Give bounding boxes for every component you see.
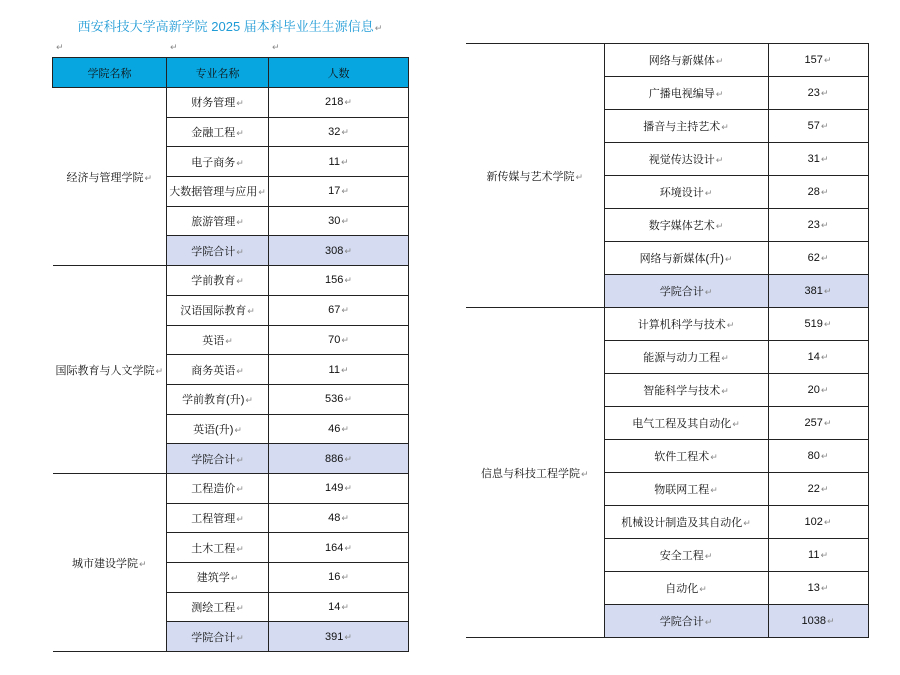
left-table: [52, 57, 409, 652]
major-name-cell-text: 数字媒体艺术: [648, 220, 715, 232]
major-name-cell: [167, 533, 269, 563]
major-name-cell: [604, 77, 768, 110]
count-cell: [768, 506, 868, 539]
major-name-cell-text: 计算机科学与技术: [637, 319, 726, 331]
major-name-cell: [604, 539, 768, 572]
count-cell: [269, 206, 409, 236]
paragraph-mark-icon: ↵: [341, 334, 349, 345]
count-cell-text: 257: [804, 417, 823, 429]
table-header-row: [53, 58, 409, 88]
paragraph-mark-icon: ↵: [721, 353, 729, 363]
major-name-cell: [604, 374, 768, 407]
major-name-cell: [167, 325, 269, 355]
paragraph-mark-icon: ↵: [699, 584, 707, 594]
count-cell-text: 48: [328, 511, 341, 524]
paragraph-mark-icon: ↵: [236, 513, 244, 524]
college-name-cell-text: 新传媒与艺术学院: [486, 170, 575, 183]
count-cell: [269, 503, 409, 533]
count-cell-text: 536: [325, 393, 344, 406]
major-name-cell-text: 土木工程: [191, 542, 236, 555]
paragraph-mark-icon: ↵: [236, 454, 244, 465]
total-count-cell-text: 391: [325, 630, 344, 643]
paragraph-mark-icon: ↵: [341, 512, 349, 523]
paragraph-mark-icon: ↵: [820, 385, 829, 395]
count-cell: [768, 209, 868, 242]
paragraph-mark-icon: ↵: [715, 221, 724, 231]
paragraph-mark-icon: ↵: [155, 365, 164, 376]
paragraph-mark-icon: ↵: [710, 485, 718, 495]
paragraph-mark-icon: ↵: [341, 572, 349, 583]
paragraph-mark-icon: ↵: [724, 254, 733, 264]
count-cell: [269, 533, 409, 563]
paragraph-mark-icon: ↵: [820, 187, 829, 197]
total-label-cell: [167, 622, 269, 652]
paragraph-mark-icon: ↵: [823, 55, 832, 65]
total-label-cell-text: 学院合计: [191, 245, 236, 258]
count-cell-text: 156: [325, 274, 344, 287]
document-title-text: 西安科技大学高新学院 2025 届本科毕业生生源信息: [77, 19, 374, 34]
paragraph-mark-icon: ↵: [826, 616, 835, 626]
paragraph-mark-icon: ↵: [344, 275, 352, 286]
paragraph-mark-icon: ↵: [341, 127, 349, 138]
count-cell: [269, 414, 409, 444]
total-count-cell: [768, 275, 868, 308]
count-cell-text: 23: [807, 219, 820, 231]
count-cell-text: 32: [328, 126, 341, 139]
count-cell-text: 218: [325, 96, 344, 109]
paragraph-mark-icon: ↵: [820, 550, 828, 560]
count-cell: [269, 117, 409, 147]
paragraph-mark-icon: ↵: [236, 246, 244, 257]
paragraph-mark-icon: ↵: [721, 122, 729, 132]
count-cell: [768, 440, 868, 473]
major-name-cell: [167, 384, 269, 414]
major-name-cell-text: 视觉传达设计: [648, 154, 715, 166]
major-name-cell-text: 学前教育(升): [182, 394, 245, 407]
count-cell: [768, 572, 868, 605]
paragraph-mark-icon: ↵: [236, 217, 244, 228]
major-name-cell-text: 工程管理: [191, 512, 236, 525]
paragraph-mark-icon: ↵: [344, 97, 352, 108]
count-cell-text: 149: [325, 482, 344, 495]
paragraph-mark-icon: ↵: [704, 287, 713, 297]
major-name-cell: [167, 355, 269, 385]
major-name-cell-text: 智能科学与技术: [643, 385, 721, 397]
major-name-cell-text: 安全工程: [659, 550, 704, 562]
major-name-cell: [604, 572, 768, 605]
major-name-cell: [604, 242, 768, 275]
count-cell-text: 11: [808, 549, 820, 561]
total-count-cell: [269, 622, 409, 652]
major-name-cell-text: 工程造价: [191, 483, 236, 496]
paragraph-mark-icon: ↵: [820, 88, 829, 98]
paragraph-mark-icon: ↵: [236, 632, 244, 643]
paragraph-mark-icon: ↵: [236, 603, 244, 614]
major-name-cell: [167, 592, 269, 622]
major-name-cell-text: 电子商务: [191, 156, 236, 169]
paragraph-mark-icon: ↵: [56, 42, 64, 52]
count-cell-text: 20: [807, 384, 820, 396]
document-title: [52, 14, 408, 40]
major-name-cell-text: 自动化: [665, 583, 699, 595]
total-label-cell-text: 学院合计: [659, 286, 704, 298]
table-row: [466, 44, 868, 77]
major-name-cell: [167, 503, 269, 533]
table-row: [53, 473, 409, 503]
major-name-cell: [167, 295, 269, 325]
major-name-cell: [604, 440, 768, 473]
paragraph-mark-icon: ↵: [820, 484, 829, 494]
count-cell-text: 11: [328, 363, 340, 376]
college-name-cell-text: 信息与科技工程学院: [480, 467, 580, 480]
total-count-cell: [768, 605, 868, 638]
paragraph-mark-icon: ↵: [344, 483, 352, 494]
college-name-cell: [466, 308, 604, 638]
paragraph-mark-icon: ↵: [704, 188, 713, 198]
paragraph-mark-icon: ↵: [715, 155, 724, 165]
major-name-cell-text: 网络与新媒体(升): [639, 253, 724, 265]
major-name-cell: [604, 506, 768, 539]
paragraph-mark-icon: ↵: [823, 286, 832, 296]
count-cell-text: 22: [807, 483, 820, 495]
paragraph-mark-icon: ↵: [340, 364, 349, 375]
major-name-cell: [604, 44, 768, 77]
count-cell-text: 30: [328, 215, 341, 228]
count-cell: [768, 143, 868, 176]
major-name-cell-text: 能源与动力工程: [643, 352, 721, 364]
total-label-cell: [604, 275, 768, 308]
paragraph-mark-icon: ↵: [236, 157, 244, 168]
paragraph-mark-icon: ↵: [236, 365, 244, 376]
count-cell: [768, 539, 868, 572]
paragraph-mark-icon: ↵: [823, 418, 832, 428]
paragraph-mark-icon: ↵: [823, 517, 832, 527]
paragraph-mark-icon: ↵: [704, 551, 713, 561]
major-name-cell: [167, 177, 269, 207]
paragraph-mark-icon: ↵: [236, 276, 244, 287]
major-name-cell-text: 环境设计: [659, 187, 704, 199]
paragraph-mark-icon: ↵: [820, 154, 829, 164]
college-name-cell-text: 国际教育与人文学院: [55, 364, 155, 377]
total-count-cell-text: 381: [804, 285, 823, 297]
count-cell-text: 67: [328, 304, 341, 317]
total-count-cell-text: 1038: [801, 615, 826, 627]
count-cell-text: 102: [804, 516, 823, 528]
count-cell-text: 14: [328, 601, 341, 614]
count-cell-text: 62: [807, 252, 820, 264]
paragraph-mark-icon: ↵: [732, 419, 740, 429]
major-name-cell: [604, 176, 768, 209]
total-count-cell-text: 886: [325, 452, 344, 465]
count-cell-text: 57: [807, 120, 820, 132]
paragraph-mark-icon: ↵: [170, 42, 178, 52]
college-name-cell: [466, 44, 604, 308]
paragraph-mark-icon: ↵: [344, 245, 352, 256]
major-name-cell: [167, 563, 269, 593]
college-name-cell: [53, 88, 167, 266]
major-name-cell-text: 物联网工程: [654, 484, 710, 496]
total-count-cell: [269, 236, 409, 266]
college-name-cell-text: 城市建设学院: [71, 557, 138, 570]
count-cell: [768, 374, 868, 407]
cell-marks-row: [52, 42, 408, 56]
header-count: 人数: [269, 58, 409, 88]
major-name-cell-text: 软件工程术: [654, 451, 710, 463]
count-cell: [768, 242, 868, 275]
major-name-cell-text: 广播电视编导: [648, 88, 715, 100]
count-cell-text: 70: [328, 333, 341, 346]
count-cell: [269, 147, 409, 177]
count-cell-text: 23: [807, 87, 820, 99]
paragraph-mark-icon: ↵: [580, 468, 589, 479]
major-name-cell: [167, 147, 269, 177]
total-label-cell-text: 学院合计: [659, 616, 704, 628]
major-name-cell: [604, 341, 768, 374]
major-name-cell-text: 英语: [202, 334, 225, 347]
paragraph-mark-icon: ↵: [236, 484, 244, 495]
total-count-cell-text: 308: [325, 244, 344, 257]
count-cell: [269, 88, 409, 118]
count-cell-text: 31: [807, 153, 820, 165]
right-table: [466, 43, 869, 638]
count-cell: [768, 308, 868, 341]
total-count-cell: [269, 444, 409, 474]
count-cell: [768, 77, 868, 110]
paragraph-mark-icon: ↵: [144, 172, 153, 183]
count-cell: [269, 177, 409, 207]
paragraph-mark-icon: ↵: [272, 42, 280, 52]
major-name-cell: [167, 117, 269, 147]
paragraph-mark-icon: ↵: [138, 558, 147, 569]
paragraph-mark-icon: ↵: [340, 156, 349, 167]
paragraph-mark-icon: ↵: [236, 128, 244, 139]
count-cell: [768, 407, 868, 440]
count-cell-text: 157: [804, 54, 823, 66]
paragraph-mark-icon: ↵: [344, 453, 352, 464]
count-cell-text: 164: [325, 541, 344, 554]
major-name-cell-text: 金融工程: [191, 127, 236, 140]
total-label-cell-text: 学院合计: [191, 631, 236, 644]
paragraph-mark-icon: ↵: [820, 352, 829, 362]
count-cell: [768, 110, 868, 143]
count-cell: [269, 295, 409, 325]
major-name-cell-text: 财务管理: [191, 97, 236, 110]
paragraph-mark-icon: ↵: [247, 306, 255, 317]
major-name-cell-text: 商务英语: [191, 364, 236, 377]
major-name-cell-text: 机械设计制造及其自动化: [621, 517, 743, 529]
major-name-cell: [167, 414, 269, 444]
major-name-cell-text: 播音与主持艺术: [643, 121, 721, 133]
paragraph-mark-icon: ↵: [344, 631, 352, 642]
count-cell-text: 46: [328, 422, 341, 435]
count-cell: [269, 325, 409, 355]
paragraph-mark-icon: ↵: [743, 518, 751, 528]
table-row: [466, 308, 868, 341]
header-college: 学院名称: [53, 58, 167, 88]
major-name-cell: [604, 407, 768, 440]
major-name-cell-text: 英语(升): [193, 423, 234, 436]
paragraph-mark-icon: ↵: [820, 583, 829, 593]
count-cell-text: 14: [807, 351, 820, 363]
major-name-cell: [167, 473, 269, 503]
paragraph-mark-icon: ↵: [258, 187, 266, 198]
major-name-cell: [604, 110, 768, 143]
count-cell: [768, 44, 868, 77]
header-major: 专业名称: [167, 58, 269, 88]
count-cell: [269, 592, 409, 622]
college-name-cell-text: 经济与管理学院: [66, 171, 144, 184]
total-label-cell: [167, 444, 269, 474]
major-name-cell-text: 汉语国际教育: [180, 305, 247, 318]
paragraph-mark-icon: ↵: [341, 602, 349, 613]
count-cell-text: 80: [807, 450, 820, 462]
count-cell: [269, 473, 409, 503]
paragraph-mark-icon: ↵: [234, 424, 242, 435]
table-row: [53, 266, 409, 296]
major-name-cell-text: 测绘工程: [191, 602, 236, 615]
paragraph-mark-icon: ↵: [820, 253, 829, 263]
paragraph-mark-icon: ↵: [341, 186, 349, 197]
major-name-cell-text: 旅游管理: [191, 216, 236, 229]
count-cell: [768, 341, 868, 374]
count-cell: [768, 176, 868, 209]
major-name-cell-text: 网络与新媒体: [648, 55, 715, 67]
count-cell: [269, 266, 409, 296]
paragraph-mark-icon: ↵: [721, 386, 729, 396]
major-name-cell: [167, 88, 269, 118]
table-row: [53, 88, 409, 118]
major-name-cell: [604, 143, 768, 176]
count-cell: [269, 563, 409, 593]
paragraph-mark-icon: ↵: [230, 573, 239, 584]
count-cell-text: 11: [328, 155, 340, 168]
major-name-cell: [604, 209, 768, 242]
paragraph-mark-icon: ↵: [820, 220, 829, 230]
count-cell-text: 13: [807, 582, 820, 594]
major-name-cell: [167, 206, 269, 236]
paragraph-mark-icon: ↵: [820, 121, 829, 131]
college-name-cell: [53, 266, 167, 474]
count-cell: [768, 473, 868, 506]
paragraph-mark-icon: ↵: [704, 617, 713, 627]
paragraph-mark-icon: ↵: [341, 216, 349, 227]
paragraph-mark-icon: ↵: [710, 452, 718, 462]
paragraph-mark-icon: ↵: [374, 23, 383, 33]
major-name-cell-text: 学前教育: [191, 275, 236, 288]
paragraph-mark-icon: ↵: [236, 543, 244, 554]
total-label-cell-text: 学院合计: [191, 453, 236, 466]
paragraph-mark-icon: ↵: [726, 320, 735, 330]
paragraph-mark-icon: ↵: [715, 89, 724, 99]
paragraph-mark-icon: ↵: [341, 305, 349, 316]
count-cell: [269, 384, 409, 414]
paragraph-mark-icon: ↵: [236, 98, 244, 109]
paragraph-mark-icon: ↵: [341, 423, 349, 434]
paragraph-mark-icon: ↵: [715, 56, 724, 66]
major-name-cell-text: 大数据管理与应用: [169, 186, 258, 199]
paragraph-mark-icon: ↵: [820, 451, 829, 461]
major-name-cell: [167, 266, 269, 296]
major-name-cell: [604, 308, 768, 341]
total-label-cell: [604, 605, 768, 638]
count-cell-text: 519: [804, 318, 823, 330]
paragraph-mark-icon: ↵: [245, 395, 253, 406]
count-cell-text: 28: [807, 186, 820, 198]
paragraph-mark-icon: ↵: [344, 394, 352, 405]
major-name-cell: [604, 473, 768, 506]
count-cell-text: 17: [328, 185, 341, 198]
paragraph-mark-icon: ↵: [823, 319, 832, 329]
paragraph-mark-icon: ↵: [344, 542, 352, 553]
college-name-cell: [53, 473, 167, 651]
major-name-cell-text: 电气工程及其自动化: [632, 418, 732, 430]
paragraph-mark-icon: ↵: [225, 335, 233, 346]
count-cell: [269, 355, 409, 385]
count-cell-text: 16: [328, 571, 341, 584]
major-name-cell-text: 建筑学: [196, 572, 230, 585]
paragraph-mark-icon: ↵: [575, 171, 584, 182]
total-label-cell: [167, 236, 269, 266]
